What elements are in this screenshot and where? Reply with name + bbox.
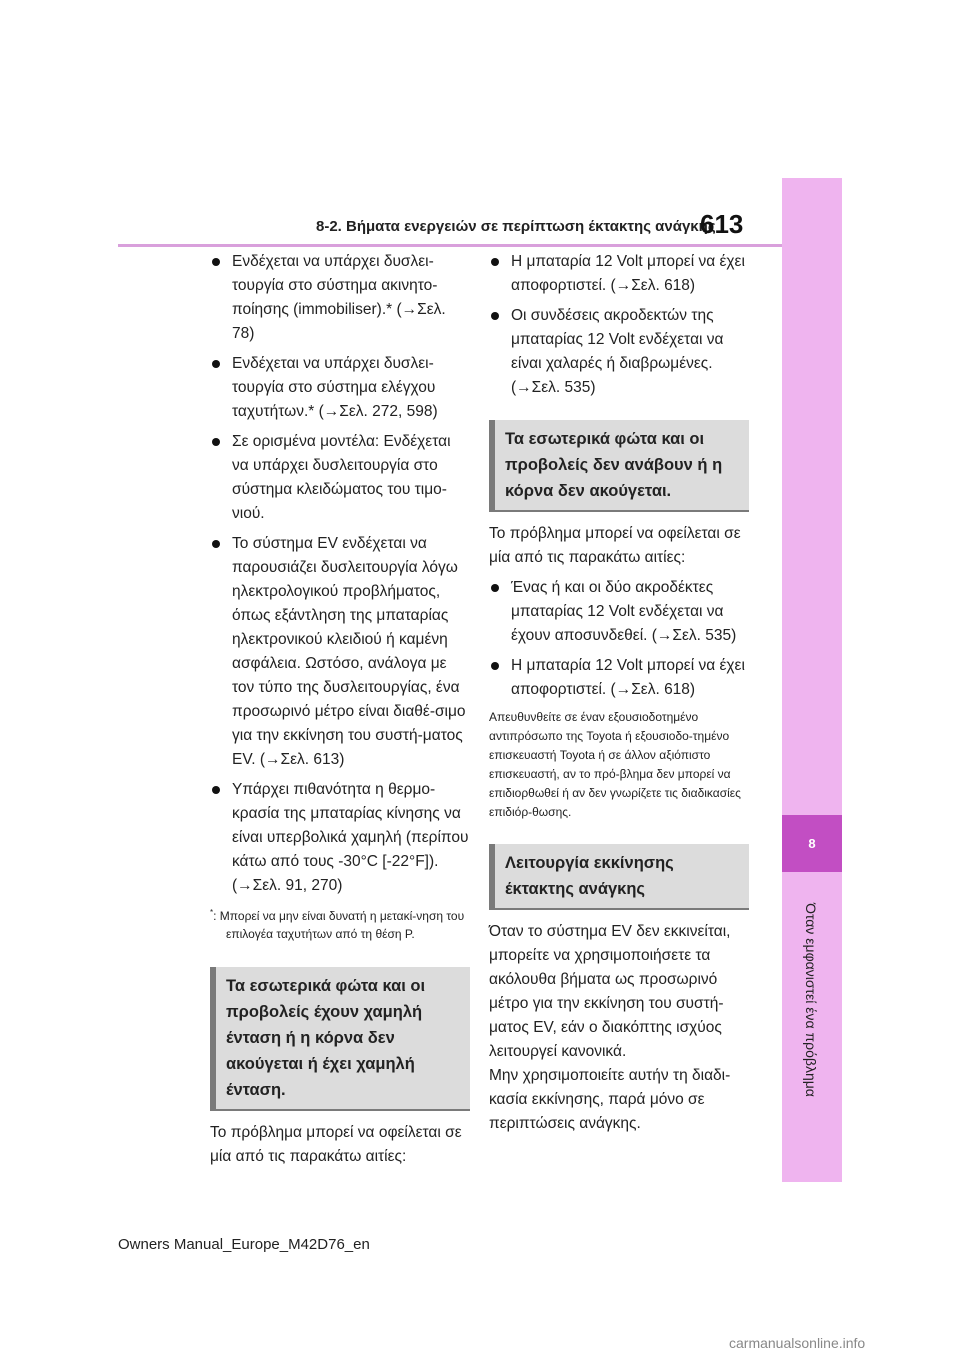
small-paragraph: Απευθυνθείτε σε έναν εξουσιοδοτημένο αντιπρόσωπο της Toyota ή εξουσιοδο-τημένο επισκευαστή Toyota ή σε άλλον αξιόπιστο επισκευαστή, αν το πρό-βλημα δεν μπορεί να επιδιορθωθεί ή αν δεν γνωρίζετε τις διαδικασίες επιδιόρ-θωσης.: [489, 710, 741, 819]
chapter-title-vertical: Όταν εμφανιστεί ένα πρόβλημα: [803, 903, 819, 1097]
watermark: carmanualsonline.info: [729, 1335, 866, 1351]
footnote-text: : Μπορεί να μην είναι δυνατή η μετακί-νηση του επιλογέα ταχυτήτων από τη θέση P.: [213, 909, 465, 941]
right-column: [489, 250, 749, 1136]
bullet-item: Σε ορισμένα μοντέλα: Ενδέχεται να υπάρχει δυσλειτουργία στο σύστημα κλειδώματος του τιμο-νιού.: [210, 430, 470, 526]
paragraph: Το πρόβλημα μπορεί να οφείλεται σε μία από τις παρακάτω αιτίες:: [489, 525, 741, 566]
paragraph: Όταν το σύστημα EV δεν εκκινείται, μπορείτε να χρησιμοποιήσετε τα ακόλουθα βήματα ως προσωρινό μέτρο για την εκκίνηση του συστή-ματος EV, εάν ο διακόπτης ισχύος λειτουργεί κανονικά.: [489, 923, 731, 1060]
footnote: [210, 904, 470, 943]
section-header: 8-2. Βήματα ενεργειών σε περίπτωση έκτακτης ανάγκης: [316, 218, 716, 235]
bullet-item: Ενδέχεται να υπάρχει δυσλει-τουργία στο σύστημα ακινητο-ποίησης (immobiliser).* (→Σελ. 78): [210, 250, 470, 346]
footer-manual-name: Owners Manual_Europe_M42D76_en: [118, 1236, 370, 1253]
bullet-item: Η μπαταρία 12 Volt μπορεί να έχει αποφορτιστεί. (→Σελ. 618): [489, 250, 749, 298]
paragraph: Το πρόβλημα μπορεί να οφείλεται σε μία από τις παρακάτω αιτίες:: [210, 1124, 462, 1165]
header-divider: [118, 244, 782, 247]
chapter-number-box: 8: [782, 815, 842, 872]
section-heading: Τα εσωτερικά φώτα και οι προβολείς έχουν χαμηλή ένταση ή η κόρνα δεν ακούγεται ή έχει χαμηλή ένταση.: [210, 967, 470, 1111]
section-heading: Λειτουργία εκκίνησης έκτακτης ανάγκης: [489, 844, 749, 910]
bullet-item: Υπάρχει πιθανότητα η θερμο-κρασία της μπαταρίας κίνησης να είναι υπερβολικά χαμηλή (περίπου κάτω από τους -30°C [-22°F]). (→Σελ. 91, 270): [210, 778, 470, 898]
bullet-item: Οι συνδέσεις ακροδεκτών της μπαταρίας 12 Volt ενδέχεται να είναι χαλαρές ή διαβρωμένες. (→Σελ. 535): [489, 304, 749, 400]
section-heading: Τα εσωτερικά φώτα και οι προβολείς δεν ανάβουν ή η κόρνα δεν ακούγεται.: [489, 420, 749, 512]
left-column: [210, 250, 470, 1169]
bullet-item: Ενδέχεται να υπάρχει δυσλει-τουργία στο σύστημα ελέγχου ταχυτήτων.* (→Σελ. 272, 598): [210, 352, 470, 424]
footnote-marker: *: [210, 908, 214, 917]
bullet-item: Το σύστημα EV ενδέχεται να παρουσιάζει δυσλειτουργία λόγω ηλεκτρολογικού προβλήματος, όπως εξάντληση της μπαταρίας ηλεκτρονικού κλειδιού ή καμένη ασφάλεια. Ωστόσο, ανάλογα με τον τύπο της δυσλειτουργίας, ένα προσωρινό μέτρο είναι διαθέ-σιμο για την εκκίνηση του συστή-ματος EV. (→Σελ. 613): [210, 532, 470, 772]
bullet-item: Ένας ή και οι δύο ακροδέκτες μπαταρίας 12 Volt ενδέχεται να έχουν αποσυνδεθεί. (→Σελ. 535): [489, 576, 749, 648]
paragraph: Μην χρησιμοποιείτε αυτήν τη διαδι-κασία εκκίνησης, παρά μόνο σε περιπτώσεις ανάγκης.: [489, 1067, 731, 1132]
bullet-item: Η μπαταρία 12 Volt μπορεί να έχει αποφορτιστεί. (→Σελ. 618): [489, 654, 749, 702]
page-number: 613: [700, 209, 744, 239]
